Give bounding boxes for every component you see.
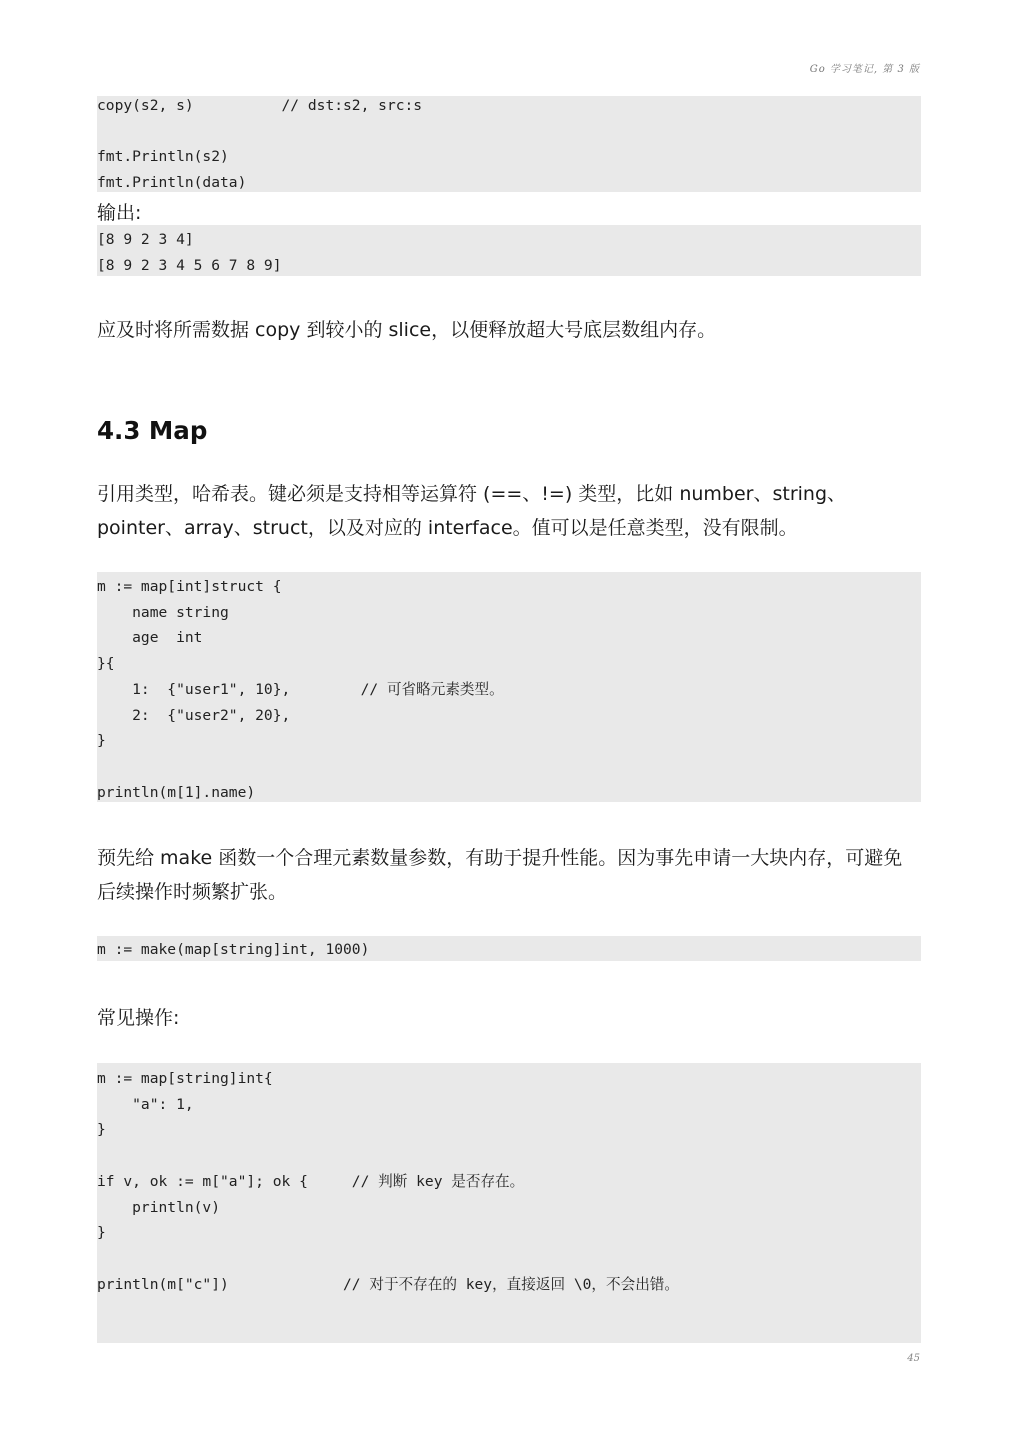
section-heading: 4.3 Map <box>97 416 208 445</box>
page-number: 45 <box>907 1353 920 1364</box>
code-block-ops <box>97 1063 921 1343</box>
code-text: m := make(map[string]int, 1000) <box>97 941 370 958</box>
code-block-map-struct <box>97 572 921 802</box>
output-block <box>97 225 921 276</box>
output-text: [8 9 2 3 4] [8 9 2 3 4 5 6 7 8 9] <box>97 231 282 274</box>
code-block-make <box>97 936 921 961</box>
common-ops-label: 常见操作: <box>97 1007 180 1029</box>
code-text: copy(s2, s) // dst:s2, src:s fmt.Println(s2) fmt.Println(data) <box>97 97 423 192</box>
code-block-copy <box>97 96 921 192</box>
paragraph-copy-advice: 应及时将所需数据 copy 到较小的 slice，以便释放超大号底层数组内存。 <box>97 319 717 341</box>
running-header: Go 学习笔记, 第 3 版 <box>809 64 920 75</box>
paragraph-make-advice: 预先给 make 函数一个合理元素数量参数，有助于提升性能。因为事先申请一大块内存，可避免后续操作时频繁扩张。 <box>97 847 903 903</box>
code-text: m := map[int]struct { name string age int }{ 1: {"user1", 10}, // 可省略元素类型。 2: {"user2", 20}, } println(m[1].name) <box>97 578 504 801</box>
output-label: 输出: <box>97 202 142 224</box>
code-text: m := map[string]int{ "a": 1, } if v, ok := m["a"]; ok { // 判断 key 是否存在。 println(v) } println(m["c"]) // 对于不存在的 key，直接返回 \0，不会出错。 <box>97 1070 679 1293</box>
paragraph-map-intro: 引用类型，哈希表。键必须是支持相等运算符 (==、!=) 类型，比如 number、string、pointer、array、struct，以及对应的 interface。值可以是任意类型，没有限制。 <box>97 483 847 539</box>
